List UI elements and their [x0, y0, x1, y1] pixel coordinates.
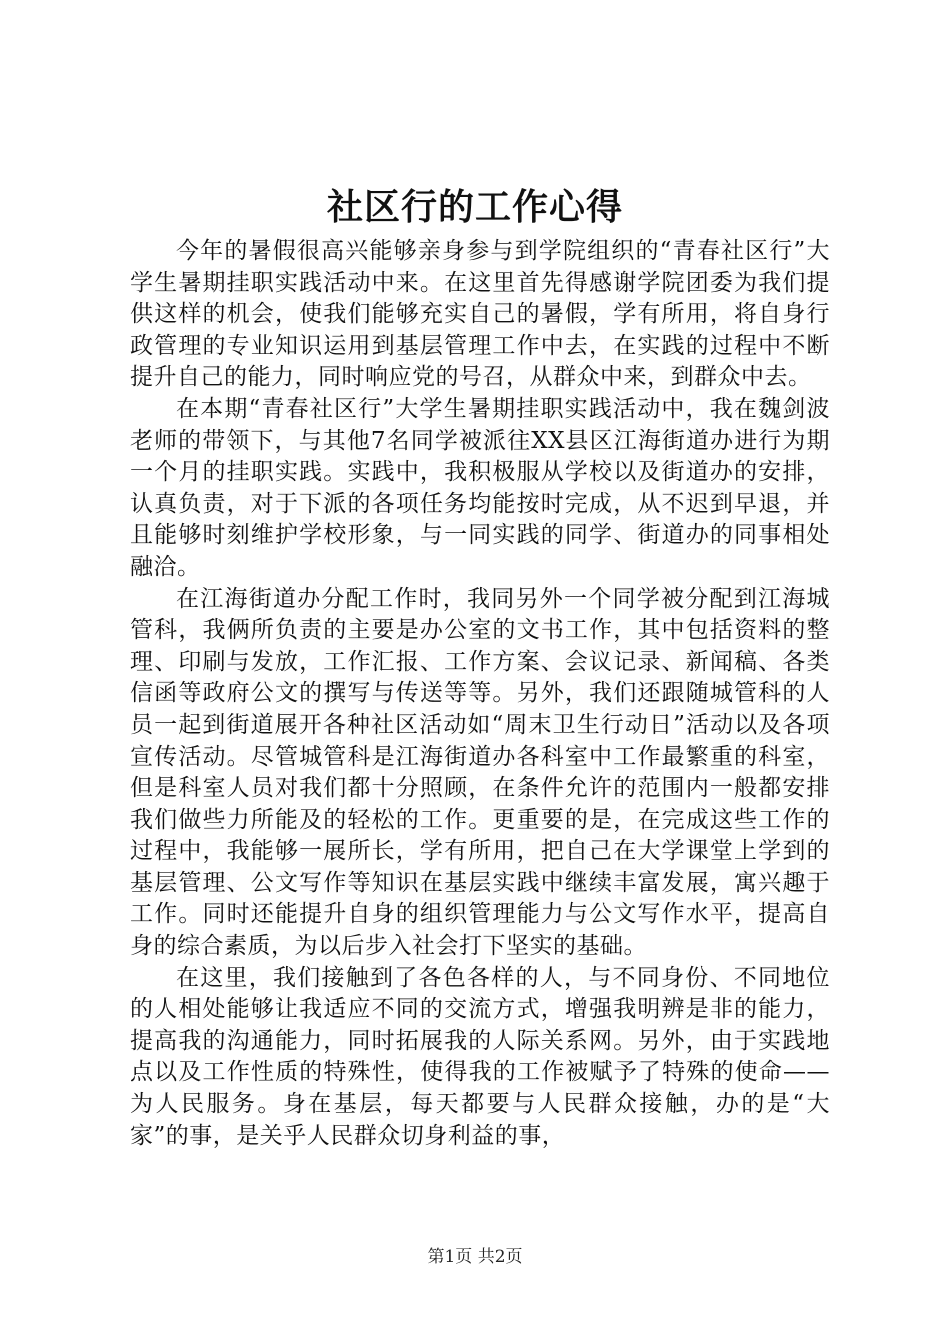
paragraph-2: 在本期“青春社区行”大学生暑期挂职实践活动中，我在魏剑波老师的带领下，与其他7名同学被派往XX县区江海街道办进行为期一个月的挂职实践。实践中，我积极服从学校以及街道办的安排，认真负责，对于下派的各项任务均能按时完成，从不迟到早退，并且能够时刻维护学校形象，与一同实践的同学、街道办的同事相处融洽。 [130, 395, 830, 580]
document-title: 社区行的工作心得 [326, 186, 623, 228]
page-number-footer: 第1页 共2页 [427, 1247, 523, 1267]
document-body [130, 236, 830, 1152]
paragraph-4: 在这里，我们接触到了各色各样的人，与不同身份、不同地位的人相处能够让我适应不同的交流方式，增强我明辨是非的能力，提高我的沟通能力，同时拓展我的人际关系网。另外，由于实践地点以及工作性质的特殊性，使得我的工作被赋予了特殊的使命——为人民服务。身在基层，每天都要与人民群众接触，办的是“大家”的事，是关乎人民群众切身利益的事， [130, 964, 830, 1149]
paragraph-3: 在江海街道办分配工作时，我同另外一个同学被分配到江海城管科，我俩所负责的主要是办公室的文书工作，其中包括资料的整理、印刷与发放，工作汇报、工作方案、会议记录、新闻稿、各类信函等政府公文的撰写与传送等等。另外，我们还跟随城管科的人员一起到街道展开各种社区活动如“周末卫生行动日”活动以及各项宣传活动。尽管城管科是江海街道办各科室中工作最繁重的科室，但是科室人员对我们都十分照顾，在条件允许的范围内一般都安排我们做些力所能及的轻松的工作。更重要的是，在完成这些工作的过程中，我能够一展所长，学有所用，把自己在大学课堂上学到的基层管理、公文写作等知识在基层实践中继续丰富发展，寓兴趣于工作。同时还能提升自身的组织管理能力与公文写作水平，提高自身的综合素质，为以后步入社会打下坚实的基础。 [130, 585, 830, 960]
paragraph-1: 今年的暑假很高兴能够亲身参与到学院组织的“青春社区行”大学生暑期挂职实践活动中来。在这里首先得感谢学院团委为我们提供这样的机会，使我们能够充实自己的暑假，学有所用，将自身行政管理的专业知识运用到基层管理工作中去，在实践的过程中不断提升自己的能力，同时响应党的号召，从群众中来，到群众中去。 [130, 238, 830, 391]
